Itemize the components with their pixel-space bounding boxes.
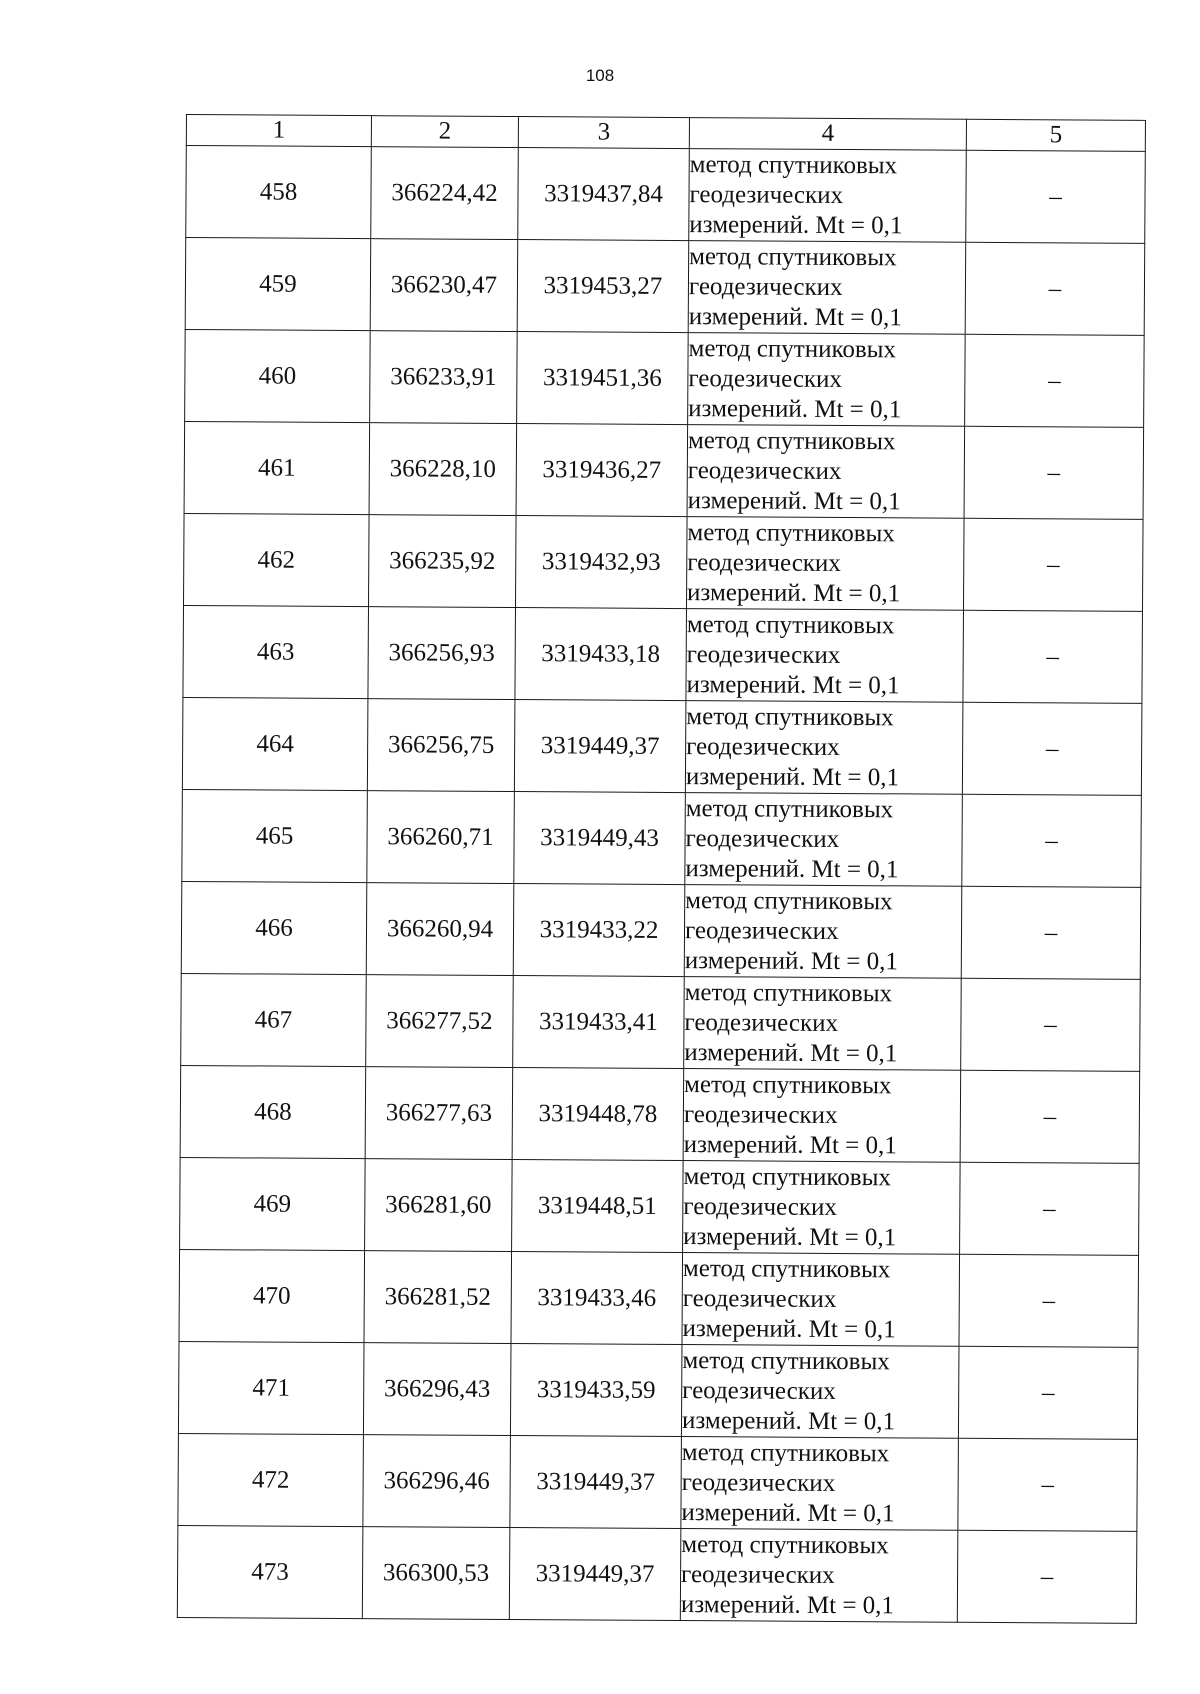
table-row (183, 513, 1143, 611)
x-coordinate-cell: 366256,75 (367, 699, 515, 792)
method-cell (685, 793, 963, 887)
method-line: измерений. Mt = 0,1 (681, 1406, 896, 1435)
method-line: метод спутниковых (683, 1162, 892, 1191)
table-row (182, 789, 1142, 887)
page-number: 108 (585, 66, 615, 85)
point-number-cell: 467 (181, 973, 367, 1066)
method-line: измерений. Mt = 0,1 (680, 1590, 895, 1619)
method-line: геодезических (687, 456, 842, 485)
table-row (186, 146, 1146, 244)
method-cell (683, 1069, 961, 1163)
x-coordinate-cell: 366228,10 (369, 423, 517, 516)
method-line: измерений. Mt = 0,1 (689, 210, 903, 239)
note-cell: – (965, 334, 1145, 427)
method-line: геодезических (689, 180, 844, 209)
method-cell (681, 1437, 959, 1531)
table-row (185, 238, 1145, 336)
note-cell: – (964, 426, 1144, 519)
method-cell (688, 333, 966, 427)
note-cell: – (960, 1070, 1140, 1163)
y-coordinate-cell: 3319436,27 (516, 424, 688, 517)
method-line: метод спутниковых (686, 610, 895, 639)
coordinates-table (177, 114, 1146, 1624)
x-coordinate-cell: 366296,43 (363, 1343, 511, 1436)
column-header-1: 1 (186, 115, 371, 147)
point-number-cell: 461 (184, 421, 370, 514)
method-line: метод спутниковых (687, 518, 895, 547)
y-coordinate-cell: 3319433,18 (515, 608, 687, 701)
method-line: геодезических (682, 1284, 837, 1313)
point-number-cell: 460 (185, 329, 371, 422)
note-cell: – (961, 978, 1141, 1071)
method-line: метод спутниковых (684, 978, 893, 1007)
x-coordinate-cell: 366277,52 (366, 975, 514, 1068)
method-cell (681, 1345, 959, 1439)
x-coordinate-cell: 366277,63 (365, 1067, 513, 1160)
method-line: измерений. Mt = 0,1 (688, 302, 902, 331)
method-cell (688, 241, 966, 335)
y-coordinate-cell: 3319433,46 (511, 1252, 683, 1345)
x-coordinate-cell: 366233,91 (370, 331, 518, 424)
table-row (184, 421, 1144, 519)
x-coordinate-cell: 366296,46 (363, 1435, 511, 1528)
method-line: геодезических (683, 1192, 838, 1221)
point-number-cell: 466 (181, 881, 367, 974)
note-cell: – (957, 1530, 1137, 1623)
method-line: измерений. Mt = 0,1 (683, 1130, 897, 1159)
method-line: измерений. Mt = 0,1 (687, 578, 901, 607)
point-number-cell: 473 (177, 1525, 363, 1618)
method-line: геодезических (685, 824, 840, 853)
y-coordinate-cell: 3319451,36 (517, 332, 689, 425)
table-row (181, 881, 1141, 979)
method-line: геодезических (682, 1376, 836, 1405)
column-header-5: 5 (966, 119, 1145, 151)
table-row (182, 697, 1142, 795)
table-row (180, 1065, 1140, 1163)
method-cell (686, 517, 964, 611)
x-coordinate-cell: 366230,47 (370, 239, 518, 332)
point-number-cell: 469 (180, 1157, 366, 1250)
method-line: измерений. Mt = 0,1 (684, 1038, 898, 1067)
point-number-cell: 465 (182, 789, 368, 882)
method-cell (689, 149, 967, 243)
table-body (177, 146, 1145, 1624)
table-row (181, 973, 1141, 1071)
method-line: измерений. Mt = 0,1 (684, 946, 898, 975)
column-header-2: 2 (371, 116, 518, 148)
y-coordinate-cell: 3319433,22 (513, 884, 685, 977)
note-cell: – (958, 1438, 1138, 1531)
y-coordinate-cell: 3319448,51 (512, 1160, 684, 1253)
method-cell (682, 1253, 960, 1347)
method-line: метод спутниковых (681, 1438, 890, 1467)
method-line: метод спутниковых (686, 702, 894, 731)
y-coordinate-cell: 3319449,37 (510, 1436, 682, 1529)
method-cell (685, 701, 963, 795)
y-coordinate-cell: 3319433,59 (510, 1344, 682, 1437)
method-line: геодезических (681, 1560, 835, 1589)
note-cell: – (962, 794, 1142, 887)
method-line: геодезических (684, 916, 839, 945)
note-cell: – (962, 702, 1142, 795)
method-line: измерений. Mt = 0,1 (685, 762, 900, 791)
x-coordinate-cell: 366260,94 (366, 883, 514, 976)
method-cell (686, 609, 964, 703)
method-line: метод спутниковых (684, 1070, 892, 1099)
method-line: геодезических (681, 1468, 836, 1497)
method-line: метод спутниковых (688, 334, 897, 363)
method-line: измерений. Mt = 0,1 (688, 394, 902, 423)
method-line: метод спутниковых (685, 886, 893, 915)
method-line: измерений. Mt = 0,1 (682, 1314, 896, 1343)
x-coordinate-cell: 366256,93 (368, 607, 516, 700)
column-header-3: 3 (518, 117, 689, 149)
method-line: метод спутниковых (687, 426, 896, 455)
table-row (185, 329, 1145, 427)
method-cell (687, 425, 965, 519)
note-cell: – (963, 518, 1143, 611)
table-row (178, 1341, 1138, 1439)
method-cell (680, 1529, 958, 1623)
y-coordinate-cell: 3319448,78 (512, 1068, 684, 1161)
x-coordinate-cell: 366224,42 (371, 147, 519, 240)
note-cell: – (963, 610, 1143, 703)
x-coordinate-cell: 366300,53 (362, 1527, 510, 1620)
table-row (180, 1157, 1140, 1255)
method-line: измерений. Mt = 0,1 (683, 1222, 897, 1251)
y-coordinate-cell: 3319449,37 (509, 1528, 681, 1621)
y-coordinate-cell: 3319432,93 (515, 516, 687, 609)
method-cell (683, 1161, 961, 1255)
method-line: геодезических (686, 732, 840, 761)
method-line: геодезических (688, 364, 843, 393)
method-line: геодезических (686, 640, 841, 669)
point-number-cell: 464 (182, 697, 368, 790)
method-line: метод спутниковых (682, 1254, 891, 1283)
x-coordinate-cell: 366281,60 (365, 1159, 513, 1252)
y-coordinate-cell: 3319449,43 (514, 792, 686, 885)
method-line: измерений. Mt = 0,1 (686, 670, 900, 699)
method-line: геодезических (687, 548, 841, 577)
point-number-cell: 462 (183, 513, 369, 606)
note-cell: – (960, 1162, 1140, 1255)
y-coordinate-cell: 3319433,41 (513, 976, 685, 1069)
x-coordinate-cell: 366281,52 (364, 1251, 512, 1344)
x-coordinate-cell: 366260,71 (367, 791, 515, 884)
method-line: измерений. Mt = 0,1 (687, 486, 901, 515)
point-number-cell: 471 (178, 1341, 364, 1434)
method-cell (684, 885, 962, 979)
table-row (183, 605, 1143, 703)
point-number-cell: 458 (186, 146, 372, 239)
point-number-cell: 470 (179, 1249, 365, 1342)
y-coordinate-cell: 3319437,84 (518, 148, 690, 241)
x-coordinate-cell: 366235,92 (368, 515, 516, 608)
note-cell: – (959, 1254, 1139, 1347)
method-cell (684, 977, 962, 1071)
method-line: геодезических (684, 1008, 839, 1037)
table-row (179, 1249, 1139, 1347)
method-line: измерений. Mt = 0,1 (685, 854, 899, 883)
point-number-cell: 463 (183, 605, 369, 698)
method-line: метод спутниковых (689, 242, 897, 271)
point-number-cell: 468 (180, 1065, 366, 1158)
method-line: метод спутниковых (682, 1346, 890, 1375)
note-cell: – (965, 242, 1145, 335)
y-coordinate-cell: 3319453,27 (517, 240, 689, 333)
y-coordinate-cell: 3319449,37 (514, 700, 686, 793)
note-cell: – (958, 1346, 1138, 1439)
method-line: метод спутниковых (681, 1530, 889, 1559)
table-row (177, 1525, 1137, 1623)
note-cell: – (961, 886, 1141, 979)
method-line: метод спутниковых (689, 150, 898, 179)
method-line: измерений. Mt = 0,1 (681, 1498, 895, 1527)
note-cell: – (966, 150, 1146, 243)
table-row (178, 1433, 1138, 1531)
method-line: геодезических (688, 272, 843, 301)
column-header-4: 4 (689, 118, 966, 151)
method-line: геодезических (683, 1100, 838, 1129)
method-line: метод спутниковых (685, 794, 894, 823)
point-number-cell: 459 (185, 238, 371, 331)
point-number-cell: 472 (178, 1433, 364, 1526)
